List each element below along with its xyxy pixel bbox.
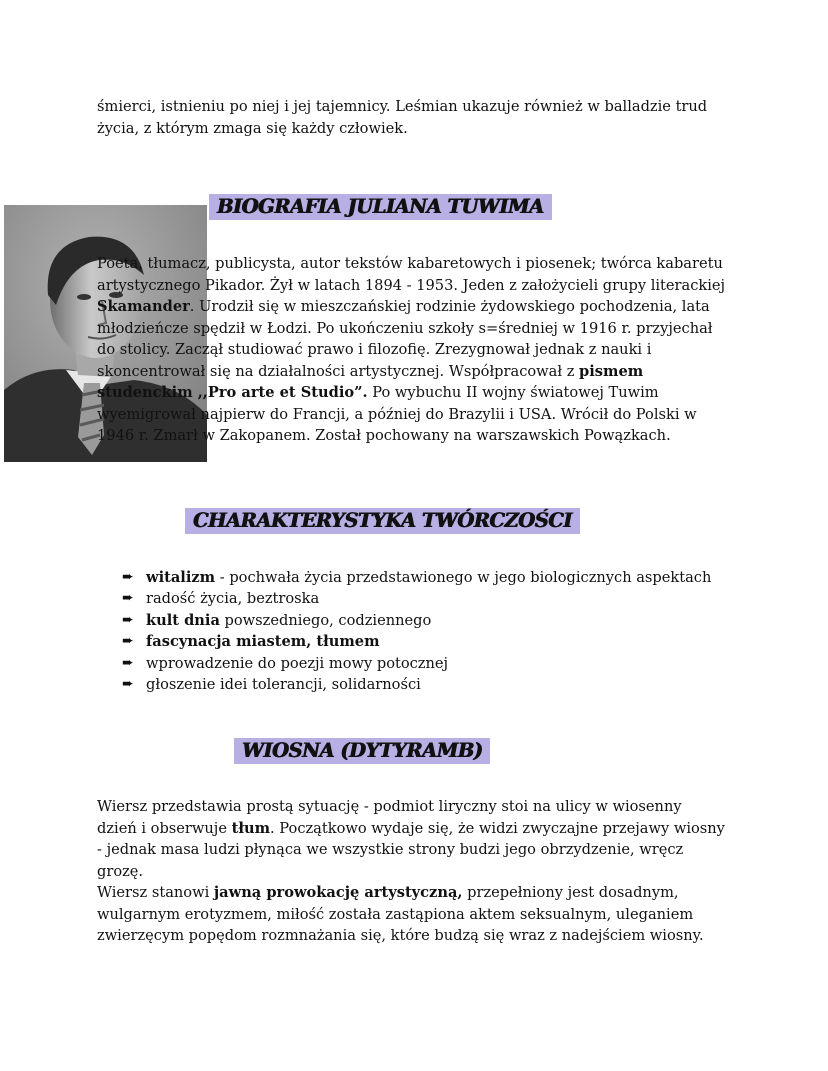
list-item-text: - pochwała życia przedstawionego w jego biologicznych aspektach	[215, 569, 712, 586]
arrow-icon: ➨	[122, 590, 134, 607]
wiosna-text-2c: przepełniony jest dosadnym, wulgarnym erotyzmem, miłość została zastąpiona aktem seksualnym, uleganiem zwierzęcym popędom rozmnażania się, które budzą się wraz z nadejściem wiosny.	[97, 884, 704, 944]
wiosna-text-1a: Wiersz przedstawia prostą sytuację - podmiot liryczny stoi na ulicy w wiosenny dzień i obserwuje	[97, 798, 682, 837]
characteristics-list	[122, 567, 711, 695]
wiosna-heading: WIOSNA (DYTYRAMB)	[234, 738, 490, 764]
arrow-icon: ➨	[122, 654, 134, 671]
skamander-bold: Skamander	[97, 298, 190, 315]
list-item-text: wprowadzenie do poezji mowy potocznej	[146, 654, 449, 672]
intro-line-2: życia, z którym zmaga się każdy człowiek.	[97, 119, 408, 137]
list-item	[122, 567, 711, 588]
list-item-bold: fascynacja miastem, tłumem	[146, 633, 380, 651]
prowokacja-bold: jawną prowokację artystyczną,	[213, 884, 463, 901]
arrow-icon: ➨	[122, 569, 134, 585]
list-item-text: radość życia, beztroska	[146, 590, 320, 608]
arrow-icon: ➨	[122, 633, 134, 650]
wiosna-paragraph-2	[97, 882, 717, 947]
wiosna-text-1c: . Początkowo wydaje się, że widzi zwyczajne przejawy wiosny - jednak masa ludzi płynąca we wszystkie strony budzi jego obrzydzenie, wręcz grozę.	[97, 819, 725, 880]
list-item	[122, 653, 711, 674]
list-item	[122, 674, 711, 695]
characteristics-heading: CHARAKTERYSTYKA TWÓRCZOŚCI	[185, 508, 580, 534]
pro-arte-bold: pismem studenckim ,,Pro arte et Studio”.	[97, 362, 644, 401]
list-item-bold: witalizm	[146, 569, 216, 586]
wiosna-text-2a: Wiersz stanowi	[97, 884, 214, 901]
list-item	[122, 588, 711, 609]
biography-text-1: Poeta, tłumacz, publicysta, autor tekstów kabaretowych i piosenek; twórca kabaretu artystycznego Pikador. Żył w latach 1894 - 1953. Jeden z założycieli grupy literackiej	[97, 255, 726, 294]
biography-heading: BIOGRAFIA JULIANA TUWIMA	[209, 194, 552, 220]
wiosna-paragraph-1	[97, 796, 725, 882]
intro-paragraph	[97, 96, 737, 139]
list-item-text: głoszenie idei tolerancji, solidarności	[146, 675, 421, 693]
list-item	[122, 631, 711, 652]
biography-text-3: Po wybuchu II wojny światowej Tuwim wyemigrował najpierw do Francji, a później do Brazylii i USA. Wrócił do Polski w 1946 r. Zmarł w Zakopanem. Został pochowany na warszawskich Powązkach.	[97, 384, 697, 444]
list-item	[122, 610, 711, 631]
arrow-icon: ➨	[122, 611, 134, 628]
biography-text-2: . Urodził się w mieszczańskiej rodzinie żydowskiego pochodzenia, lata młodzieńcze spędził w Łodzi. Po ukończeniu szkoły s=średniej w 1916 r. przyjechał do stolicy. Zaczął studiować prawo i filozofię. Zrezygnował jednak z nauki i skoncentrował się na działalności artystycznej. Współpracował z	[97, 298, 713, 380]
list-item-text: powszedniego, codziennego	[219, 611, 432, 629]
intro-line-1: śmierci, istnieniu po niej i jej tajemnicy. Leśmian ukazuje również w balladzie trud	[97, 98, 708, 115]
list-item-bold: kult dnia	[146, 611, 220, 629]
arrow-icon: ➨	[122, 675, 134, 692]
biography-paragraph	[97, 253, 729, 447]
tlum-bold: tłum	[231, 819, 271, 837]
